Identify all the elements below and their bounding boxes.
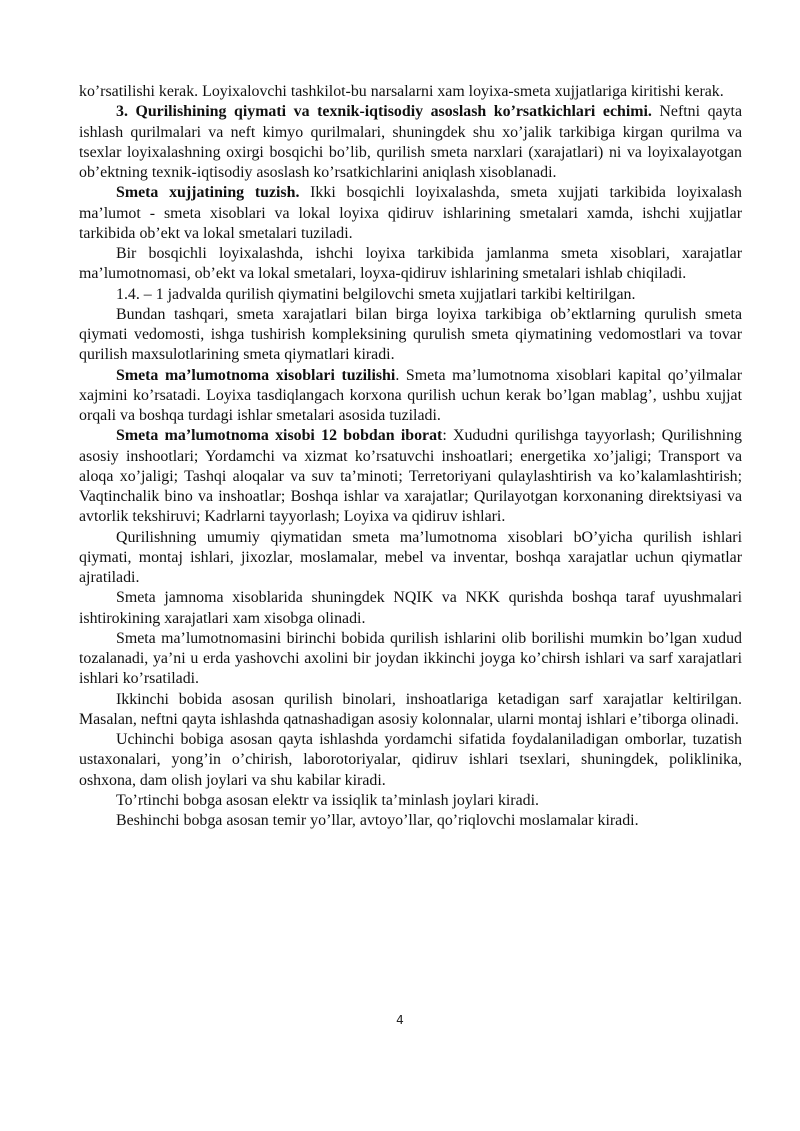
paragraph [79,285,742,305]
paragraph-text: Neftni qayta ishlash qurilmalari va neft kimyo qurilmalari, shuningdek shu xo’jalik tarkibiga kirgan qurilma va tsexlar loyixalashning oxirgi bosqichi bo’lib, qurilish smeta narxlari (xarajatlari) ni va loyixalayotgan ob’ektning texnik-iqtisodiy asoslash ko’rsatkichlarini aniqlash xisoblanadi. [79,103,742,181]
paragraph [79,690,742,731]
paragraph [79,791,742,811]
paragraph [79,629,742,690]
paragraph-text: ko’rsatilishi kerak. Loyixalovchi tashkilot-bu narsalarni xam loyixa-smeta xujjatlariga kiritishi kerak. [79,83,724,100]
page-number: 4 [396,1013,404,1027]
paragraph-text: Ikkinchi bobida asosan qurilish binolari, inshoatlariga ketadigan sarf xarajatlar keltirilgan. Masalan, neftni qayta ishlashda qatnashadigan asosiy kolonnalar, ularni montaj ishlari e’tiborga olinadi. [79,690,742,728]
section-heading: 3. Qurilishining qiymati va texnik-iqtisodiy asoslash ko’rsatkichlari echimi. [116,103,652,121]
paragraph-text: Ikki bosqichli loyixalashda, smeta xujjati tarkibida loyixalash ma’lumot - smeta xisoblari va lokal loyixa qidiruv ishlarining smetalari xamda, ishchi xujjatlar tarkibida ob’ekt va lokal smetalari tuziladi. [79,184,742,242]
paragraph-text: Smeta jamnoma xisoblarida shuningdek NQIK va NKK qurishda boshqa taraf uyushmalari ishtirokining xarajatlari xam xisobga olinadi. [79,589,742,627]
paragraph [79,305,742,366]
paragraph [79,811,742,831]
paragraph-heading: Smeta ma’lumotnoma xisoblari tuzilishi [116,366,396,384]
paragraph-text: . Smeta ma’lumotnoma xisoblari kapital qo’yilmalar xajmini ko’rsatadi. Loyixa tasdiqlangach korxona qurilish uchun kerak bo’lgan mablag’, ushbu xujjat orqali va boshqa turdagi ishlar smetalari asosida tuziladi. [79,366,742,424]
paragraph [79,183,742,244]
section-3-paragraph [79,102,742,183]
document-body [79,82,742,831]
paragraph [79,730,742,791]
paragraph-text: 1.4. – 1 jadvalda qurilish qiymatini belgilovchi smeta xujjatlari tarkibi keltirilgan. [116,285,636,303]
paragraph [79,588,742,629]
paragraph [79,366,742,427]
paragraph [79,244,742,285]
paragraph-text: Smeta ma’lumotnomasini birinchi bobida qurilish ishlarini olib borilishi mumkin bo’lgan xudud tozalanadi, ya’ni u erda yashovchi axolini bir joydan ikkinchi joyga ko’chirsh ishlari va sarf xarajatlari ishlari ko’rsatiladi. [79,629,742,688]
paragraph-heading: Smeta ma’lumotnoma xisobi 12 bobdan iborat [116,427,443,445]
paragraph-text: To’rtinchi bobga asosan elektr va issiqlik ta’minlash joylari kiradi. [116,791,539,809]
paragraph [79,426,742,527]
paragraph-text: Bundan tashqari, smeta xarajatlari bilan birga loyixa tarkibiga ob’ektlarning qurulish smeta qiymati vedomosti, ishga tushirish kompleksining qurulish smeta qiymatining vedomostlari va tovar qurilish maxsulotlarining smeta qiymatlari kiradi. [79,305,742,364]
paragraph-heading: Smeta xujjatining tuzish. [116,184,300,202]
paragraph-text: Beshinchi bobga asosan temir yo’llar, avtoyo’llar, qo’riqlovchi moslamalar kiradi. [116,812,639,829]
paragraph [79,528,742,589]
paragraph-text: Bir bosqichli loyixalashda, ishchi loyixa tarkibida jamlanma smeta xisoblari, xarajatlar ma’lumotnomasi, ob’ekt va lokal smetalari, loyxa-qidiruv ishlarining smetalari ishlab chiqiladi. [79,245,742,283]
paragraph-text: Uchinchi bobiga asosan qayta ishlashda yordamchi sifatida foydalaniladigan omborlar, tuzatish ustaxonalari, yong’in o’chirish, laborotoriyalar, qidiruv ishlari tsexlari, shuningdek, poliklinika, oshxona, dam olish joylari va shu kabilar kiradi. [79,731,742,789]
paragraph [79,82,742,102]
paragraph-text: Qurilishning umumiy qiymatidan smeta ma’lumotnoma xisoblari bO’yicha qurilish ishlari qiymati, montaj ishlari, jixozlar, moslamalar, mebel va inventar, boshqa xarajatlar uchun qiymatlar ajratiladi. [79,528,742,586]
paragraph-text: : Xududni qurilishga tayyorlash; Qurilishning asosiy inshootlari; Yordamchi va xizmat ko’rsatuvchi inshoatlari; energetika xo’jaligi; Transport va aloqa xo’jaligi; Tashqi aloqalar va suv ta’minoti; Terretoriyani qulaylashtirish va ko’kalamlashtirish; Vaqtinchalik bino va inshoatlar; Boshqa ishlar va xarajatlar; Qurilayotgan korxonaning direktsiyasi va avtorlik tekshiruvi; Kadrlarni tayyorlash; Loyixa va qidiruv ishlari. [79,427,742,526]
